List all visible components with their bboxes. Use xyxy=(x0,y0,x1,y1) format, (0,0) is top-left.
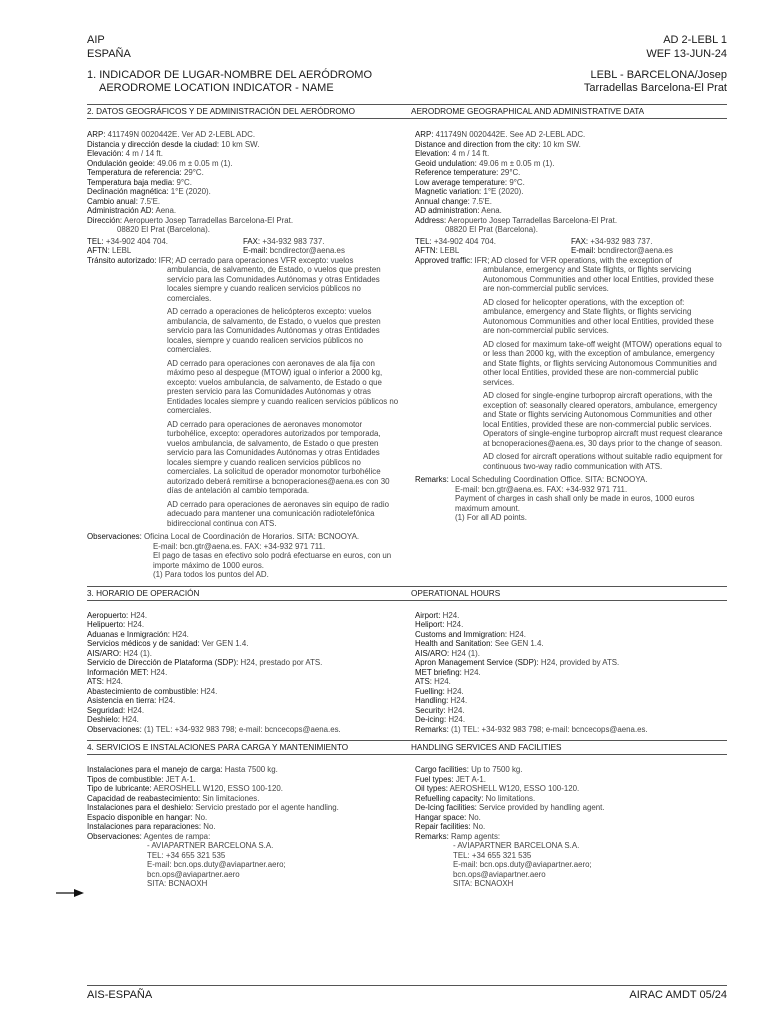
fax-label: FAX: xyxy=(571,236,589,246)
field-value: No limitations. xyxy=(485,793,536,803)
field-label: Aduanas e Inmigración: xyxy=(87,629,170,639)
field-value: 49.06 m ± 0.05 m (1). xyxy=(479,158,555,168)
field-label: Capacidad de reabastecimiento: xyxy=(87,793,201,803)
field-value: H24. xyxy=(122,715,139,724)
field-label: Deshielo: xyxy=(87,715,120,724)
field-value: See GEN 1.4. xyxy=(494,639,544,648)
field-row xyxy=(87,706,399,716)
field-row xyxy=(415,822,727,832)
text-line: TEL: +34 655 321 535 xyxy=(147,850,226,860)
field-label: Información MET: xyxy=(87,667,149,677)
field-row xyxy=(87,822,399,832)
field-row xyxy=(415,677,727,687)
field-label: Abastecimiento de combustible: xyxy=(87,686,199,696)
field-row xyxy=(87,725,399,735)
field-label: ARP: xyxy=(415,130,434,139)
traffic-row xyxy=(415,256,727,266)
field-label: Dirección: xyxy=(87,215,123,225)
text-line: SITA: BCNAOXH xyxy=(453,879,514,888)
field-row xyxy=(87,206,399,216)
field-row xyxy=(87,197,399,207)
section-2-es xyxy=(87,130,407,580)
field-label: ARP: xyxy=(87,130,106,139)
field-value: 49.06 m ± 0.05 m (1). xyxy=(157,158,233,168)
email-label: E-mail: xyxy=(243,246,268,255)
section-4-title-es: 4. SERVICIOS E INSTALACIONES PARA CARGA Y MANTENIMIENTO xyxy=(87,743,349,752)
field-label: De-Icing facilities: xyxy=(415,803,477,812)
field-value: Service provided by handling agent. xyxy=(479,803,605,812)
fax-label: FAX: xyxy=(243,236,261,246)
field-value: 1°E (2020). xyxy=(483,187,524,196)
email-value: bcndirector@aena.es xyxy=(597,246,673,255)
field-label: Airport: xyxy=(415,610,441,620)
field-value: Aeropuerto Josep Tarradellas Barcelona-El Prat. xyxy=(447,215,618,225)
field-row xyxy=(87,630,399,640)
field-label: Cargo facilities: xyxy=(415,765,469,774)
page-header xyxy=(87,33,727,61)
footer-left: AIS-ESPAÑA xyxy=(87,989,153,1001)
field-row xyxy=(415,794,727,804)
text-line: AD cerrado para operaciones de aeronaves sin equipo de radio adecuado para mantener una comunicación radiotelefónica bidireccional continua con ATS. xyxy=(167,499,389,528)
field-label: Elevación: xyxy=(87,149,124,158)
address-line-2: 08820 El Prat (Barcelona). xyxy=(117,225,210,234)
field-row xyxy=(415,159,727,169)
field-value: 9°C. xyxy=(176,177,192,187)
aftn-value: LEBL xyxy=(112,246,132,255)
text-line: - AVIAPARTNER BARCELONA S.A. xyxy=(453,841,580,850)
text-line: AD cerrado para operaciones de aeronaves monomotor turbohélice, excepto: operadores autorizados por temporada, vuelos ambulancia, de salvamento, de Estado o que presten servicio para las Comunidades Autónomas y otras Entidades locales siempre y cuando realicen servicios públicos no comerciales. La solicitud de operador monomotor turbohélice autorizado deberá remitirse a bcnoperaciones@aena.es con 30 días de antelación al cambio temporada. xyxy=(167,419,390,495)
section-2-en xyxy=(407,130,727,580)
section-4-body xyxy=(87,765,727,889)
field-value: H24. xyxy=(130,610,148,620)
field-row xyxy=(87,130,399,140)
field-label: Instalaciones para el manejo de carga: xyxy=(87,765,223,774)
section-3-header xyxy=(87,586,727,601)
field-value: Ver GEN 1.4. xyxy=(201,639,249,648)
field-label: AD administration: xyxy=(415,206,480,215)
email-label: E-mail: xyxy=(571,246,596,255)
text-line: El pago de tasas en efectivo solo podrá efectuarse en euros, con un importe máximo de 1000 euros. xyxy=(153,551,392,570)
field-row xyxy=(415,611,727,621)
tel-value: +34-902 404 704. xyxy=(105,236,168,246)
field-row xyxy=(87,794,399,804)
field-value: Aeropuerto Josep Tarradellas Barcelona-El Prat. xyxy=(123,215,294,225)
field-label: Oil types: xyxy=(415,784,448,793)
field-value: (1) TEL: +34-932 983 798; e-mail: bcncecops@aena.es. xyxy=(450,724,648,734)
field-row xyxy=(87,668,399,678)
field-row xyxy=(87,775,399,785)
aftn-row xyxy=(415,246,727,256)
field-label: Distance and direction from the city: xyxy=(415,139,541,149)
field-label: Handling: xyxy=(415,696,449,705)
field-label: Address: xyxy=(415,215,447,225)
field-row xyxy=(415,197,727,207)
remarks-row xyxy=(87,532,399,542)
field-label: Administración AD: xyxy=(87,206,154,215)
field-label: ATS: xyxy=(415,677,432,686)
text-line: AD closed for helicopter operations, with the exception of: ambulance, emergency and State flights, or flights servicing Autonomous Communities and other local Entities, provided these are non-commercial public services. xyxy=(483,297,714,335)
text-line: SITA: BCNAOXH xyxy=(147,879,208,888)
fax-value: +34-932 983 737. xyxy=(590,236,653,246)
text-line: AD closed for maximum take-off weight (MTOW) operations equal to or less than 2000 kg, with the exception of ambulance, emergency and State flights, or flights servicing Autonomous Communities and other local Entities, provided these are non-commercial public services. xyxy=(483,339,722,387)
tel-label: TEL: xyxy=(87,236,104,246)
text-line: AD closed for single-engine turboprop aircraft operations, with the exception of: seasonally cleared operators, ambulance, emergency and State or flights servicing Autonomous Communities and other local Entities, provided these are non-commercial public services. Operators of single-engine turboprop aircraft must request clearance at bcnoperaciones@aena.es, 30 days prior to the change of season. xyxy=(483,391,723,448)
contact-row xyxy=(87,237,399,247)
field-row xyxy=(87,149,399,159)
field-label: Helipuerto: xyxy=(87,620,126,629)
traffic-row xyxy=(87,256,399,266)
field-label: MET briefing: xyxy=(415,667,462,677)
field-value: No. xyxy=(468,812,481,822)
field-value: 10 km SW. xyxy=(542,139,581,149)
section-1-title xyxy=(87,69,727,95)
field-row xyxy=(415,206,727,216)
fax-value: +34-932 983 737. xyxy=(262,236,325,246)
field-row xyxy=(415,832,727,842)
field-value: H24. xyxy=(127,705,145,715)
field-value: 4 m / 14 ft. xyxy=(451,149,490,158)
field-value: H24. xyxy=(434,677,451,686)
section-2-body xyxy=(87,130,727,580)
text-line: - AVIAPARTNER BARCELONA S.A. xyxy=(147,841,274,850)
field-row xyxy=(415,658,727,668)
text-line: ambulance, emergency and State flights, or flights servicing Autonomous Communities and other local Entities, provided these are non-commercial public services. xyxy=(483,265,714,293)
field-row xyxy=(415,725,727,735)
field-value: Sin limitaciones. xyxy=(202,793,260,803)
tel-label: TEL: xyxy=(415,236,432,246)
text-line: Payment of charges in cash shall only be made in euros, 1000 euros maximum amount. xyxy=(455,494,695,513)
header-wef: WEF 13-JUN-24 xyxy=(646,48,727,60)
text-line: E-mail: bcn.ops.duty@aviapartner.aero; xyxy=(147,860,286,869)
field-value: H24. xyxy=(442,610,460,620)
field-value: H24. xyxy=(127,620,145,629)
field-label: Reference temperature: xyxy=(415,168,499,177)
field-value: AEROSHELL W120, ESSO 100-120. xyxy=(153,784,283,793)
field-row xyxy=(415,620,727,630)
field-value: Ramp agents: xyxy=(450,831,501,841)
aftn-row xyxy=(87,246,399,256)
field-value: H24. xyxy=(106,677,123,686)
field-row xyxy=(87,803,399,813)
field-value: H24. xyxy=(172,629,189,639)
field-label: De-icing: xyxy=(415,715,447,724)
field-label: Low average temperature: xyxy=(415,177,508,187)
traffic-label: Tránsito autorizado: xyxy=(87,255,157,265)
aerodrome-name-1: LEBL - BARCELONA/Josep xyxy=(590,69,727,81)
field-value: H24. xyxy=(450,696,468,705)
field-label: Fuel types: xyxy=(415,774,454,784)
field-row xyxy=(415,706,727,716)
field-label: Espacio disponible en hangar: xyxy=(87,812,193,822)
aftn-value: LEBL xyxy=(440,246,460,255)
field-value: H24. xyxy=(447,686,464,696)
section-4-title-en: HANDLING SERVICES AND FACILITIES xyxy=(411,743,562,752)
section-4-header xyxy=(87,740,727,755)
field-row xyxy=(87,832,399,842)
section-2-title-en: AERODROME GEOGRAPHICAL AND ADMINISTRATIVE DATA xyxy=(411,107,645,116)
text-line: (1) Para todos los puntos del AD. xyxy=(153,570,269,579)
text-line: bcn.ops@aviapartner.aero xyxy=(453,869,546,879)
field-label: Annual change: xyxy=(415,196,470,206)
field-row xyxy=(87,178,399,188)
field-row xyxy=(415,130,727,140)
field-value: H24, prestado por ATS. xyxy=(240,658,323,667)
field-row xyxy=(415,216,727,226)
field-row xyxy=(415,187,727,197)
field-value: 7.5'E. xyxy=(472,196,492,206)
field-value: JET A-1. xyxy=(165,774,196,784)
field-row xyxy=(87,696,399,706)
field-row xyxy=(415,813,727,823)
field-value: JET A-1. xyxy=(455,774,486,784)
traffic-label: Approved traffic: xyxy=(415,255,473,265)
field-label: Heliport: xyxy=(415,620,445,629)
remarks-first-line: Local Scheduling Coordination Office. SITA: BCNOOYA. xyxy=(450,475,648,484)
field-row xyxy=(87,159,399,169)
right-arrow-icon xyxy=(56,887,84,901)
field-label: Observaciones: xyxy=(87,831,142,841)
field-label: Elevation: xyxy=(415,149,450,158)
address-line-2: 08820 El Prat (Barcelona). xyxy=(445,225,538,234)
field-label: Tipo de lubricante: xyxy=(87,784,152,793)
section-3-title-es: 3. HORARIO DE OPERACIÓN xyxy=(87,588,200,598)
field-value: Up to 7500 kg. xyxy=(471,765,523,774)
text-line: TEL: +34 655 321 535 xyxy=(453,850,532,860)
field-row xyxy=(415,696,727,706)
field-label: Hangar space: xyxy=(415,812,467,822)
page-footer xyxy=(87,985,727,1001)
field-row xyxy=(87,649,399,659)
remarks-first-line: Oficina Local de Coordinación de Horarios. SITA: BCNOOYA. xyxy=(144,532,360,541)
field-value: H24. xyxy=(509,629,526,639)
text-line: bcn.ops@aviapartner.aero xyxy=(147,869,240,879)
field-value: H24 (1). xyxy=(451,648,480,658)
field-row xyxy=(87,168,399,178)
header-ad-ref: AD 2-LEBL 1 xyxy=(663,34,727,46)
field-row xyxy=(415,140,727,150)
field-value: H24. xyxy=(448,715,466,724)
field-value: H24. xyxy=(447,705,465,715)
field-value: Aena. xyxy=(481,206,502,215)
header-aip: AIP xyxy=(87,34,105,46)
field-row xyxy=(415,178,727,188)
field-value: No. xyxy=(203,822,216,831)
field-label: Servicio de Dirección de Plataforma (SDP): xyxy=(87,658,239,667)
field-row xyxy=(87,765,399,775)
field-label: Repair facilities: xyxy=(415,822,471,831)
field-value: Servicio prestado por el agente handling. xyxy=(195,803,339,812)
field-row xyxy=(415,765,727,775)
contact-row xyxy=(415,237,727,247)
field-value: H24. xyxy=(158,696,176,705)
section-3-title-en: OPERATIONAL HOURS xyxy=(411,588,501,598)
section-3-en xyxy=(407,611,727,735)
field-row xyxy=(415,803,727,813)
section-4-es xyxy=(87,765,407,889)
field-label: Temperatura de referencia: xyxy=(87,168,182,177)
field-value: H24. xyxy=(463,667,481,677)
text-line: AD closed for aircraft operations without suitable radio equipment for continuous two-way radio communication with ATS. xyxy=(483,452,723,471)
traffic-first-line: IFR; AD closed for VFR operations, with the exception of xyxy=(474,255,672,265)
remarks-label: Observaciones: xyxy=(87,532,142,541)
field-label: Aeropuerto: xyxy=(87,610,129,620)
field-row xyxy=(87,140,399,150)
field-row xyxy=(87,187,399,197)
field-row xyxy=(87,813,399,823)
section-2-title-es: 2. DATOS GEOGRÁFICOS Y DE ADMINISTRACIÓN DEL AERÓDROMO xyxy=(87,107,355,116)
field-label: Tipos de combustible: xyxy=(87,774,164,784)
field-row xyxy=(87,677,399,687)
field-label: Instalaciones para el deshielo: xyxy=(87,803,194,812)
field-value: No. xyxy=(472,822,486,831)
aftn-label: AFTN: xyxy=(415,246,438,255)
field-label: AIS/ARO: xyxy=(415,648,450,658)
field-label: Ondulación geoide: xyxy=(87,158,155,168)
field-row xyxy=(415,775,727,785)
header-country: ESPAÑA xyxy=(87,48,131,60)
field-value: Hasta 7500 kg. xyxy=(224,765,278,774)
tel-value: +34-902 404 704. xyxy=(433,236,496,246)
field-row xyxy=(415,715,727,725)
field-value: H24. xyxy=(150,667,168,677)
title-es: 1. INDICADOR DE LUGAR-NOMBRE DEL AERÓDROMO xyxy=(87,69,373,81)
page xyxy=(87,33,727,889)
field-label: Cambio anual: xyxy=(87,196,138,206)
field-value: No. xyxy=(194,812,208,822)
field-value: H24, provided by ATS. xyxy=(540,658,620,667)
field-label: Fuelling: xyxy=(415,686,445,696)
section-3-body xyxy=(87,611,727,735)
field-label: Seguridad: xyxy=(87,705,126,715)
field-label: Remarks: xyxy=(415,831,449,841)
text-line: E-mail: bcn.ops.duty@aviapartner.aero; xyxy=(453,860,592,869)
field-label: Remarks: xyxy=(415,724,449,734)
remarks-label: Remarks: xyxy=(415,475,449,484)
field-label: Declinación magnética: xyxy=(87,187,169,196)
field-row xyxy=(415,168,727,178)
field-row xyxy=(415,687,727,697)
field-label: Magnetic variation: xyxy=(415,187,482,196)
field-value: (1) TEL: +34-932 983 798; e-mail: bcncecops@aena.es. xyxy=(144,724,341,734)
field-label: AIS/ARO: xyxy=(87,648,122,658)
field-label: Apron Management Service (SDP): xyxy=(415,658,539,667)
field-row xyxy=(87,715,399,725)
field-value: 1°E (2020). xyxy=(170,187,211,196)
field-row xyxy=(87,784,399,794)
aftn-label: AFTN: xyxy=(87,246,110,255)
field-label: Instalaciones para reparaciones: xyxy=(87,822,202,831)
section-2-header xyxy=(87,104,727,119)
field-value: 29°C. xyxy=(500,168,521,177)
field-row xyxy=(415,149,727,159)
text-line: (1) For all AD points. xyxy=(455,513,527,522)
text-line: E-mail: bcn.gtr@aena.es. FAX: +34-932 971 711. xyxy=(455,484,628,494)
field-label: Health and Sanitation: xyxy=(415,639,493,648)
field-value: H24 (1). xyxy=(123,648,152,658)
field-value: H24. xyxy=(446,620,464,629)
field-row xyxy=(87,639,399,649)
field-row xyxy=(415,649,727,659)
field-value: 411749N 0020442E. See AD 2-LEBL ADC. xyxy=(435,130,586,139)
field-value: 4 m / 14 ft. xyxy=(125,149,163,158)
field-row xyxy=(415,784,727,794)
field-label: ATS: xyxy=(87,677,104,686)
field-row xyxy=(87,687,399,697)
title-en: AERODROME LOCATION INDICATOR - NAME xyxy=(99,82,334,94)
field-row xyxy=(87,658,399,668)
text-line: ambulancia, de salvamento, de Estado, o vuelos que presten servicio para las Comunidades Autónomas y otras Entidades locales siempre y cuando realicen servicios públicos no comerciales. xyxy=(167,265,381,303)
field-value: Aena. xyxy=(155,206,177,215)
field-value: AEROSHELL W120, ESSO 100-120. xyxy=(449,784,580,793)
field-value: 7.5'E. xyxy=(140,196,161,206)
field-label: Servicios médicos y de sanidad: xyxy=(87,639,200,648)
field-label: Refuelling capacity: xyxy=(415,793,484,803)
field-label: Distancia y dirección desde la ciudad: xyxy=(87,139,220,149)
field-label: Observaciones: xyxy=(87,724,142,734)
section-4-en xyxy=(407,765,727,889)
field-row xyxy=(415,630,727,640)
field-row xyxy=(87,216,399,226)
field-label: Temperatura baja media: xyxy=(87,177,175,187)
text-line: AD cerrado para operaciones con aeronaves de ala fija con máximo peso al despegue (MTOW) igual o inferior a 2000 kg, excepto: vuelos ambulancia, de salvamento, de Estado o que presten servicio para las Comunidades Autónomas y otras Entidades locales siempre y cuando realicen servicios públicos no comerciales. xyxy=(167,358,399,415)
aerodrome-name-2: Tarradellas Barcelona-El Prat xyxy=(583,82,727,94)
field-value: 411749N 0020442E. Ver AD 2-LEBL ADC. xyxy=(107,130,256,139)
field-label: Geoid undulation: xyxy=(415,158,477,168)
field-row xyxy=(415,668,727,678)
field-row xyxy=(87,611,399,621)
remarks-row xyxy=(415,475,727,485)
field-row xyxy=(415,639,727,649)
field-value: 9°C. xyxy=(509,177,525,187)
field-value: Agentes de rampa: xyxy=(143,831,211,841)
field-label: Customs and Immigration: xyxy=(415,629,508,639)
section-3-es xyxy=(87,611,407,735)
footer-right: AIRAC AMDT 05/24 xyxy=(629,989,727,1001)
field-label: Security: xyxy=(415,705,446,715)
field-row xyxy=(87,620,399,630)
email-value: bcndirector@aena.es xyxy=(269,246,345,255)
field-value: 10 km SW. xyxy=(221,139,260,149)
field-value: 29°C. xyxy=(183,168,204,177)
text-line: E-mail: bcn.gtr@aena.es. FAX: +34-932 971 711. xyxy=(153,541,326,551)
traffic-first-line: IFR; AD cerrado para operaciones VFR excepto: vuelos xyxy=(158,255,354,265)
field-value: H24. xyxy=(200,686,218,696)
field-label: Asistencia en tierra: xyxy=(87,696,157,705)
text-line: AD cerrado a operaciones de helicópteros excepto: vuelos ambulancia, de salvamento, de Estado, o vuelos que presten servicio para las Comunidades Autónomas y otras Entidades locales, siempre y cuando realicen servicios públicos no comerciales. xyxy=(167,307,381,354)
